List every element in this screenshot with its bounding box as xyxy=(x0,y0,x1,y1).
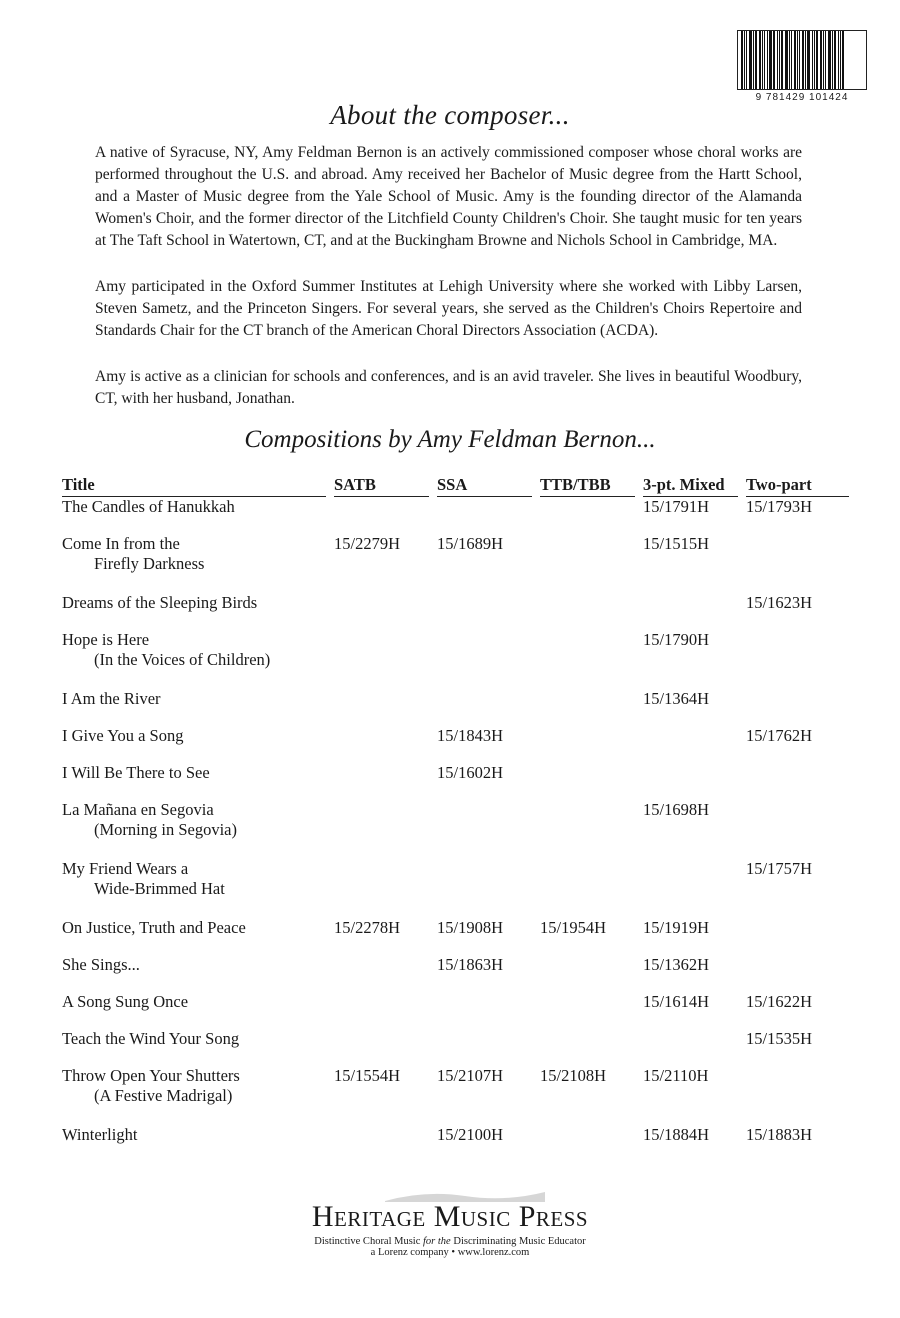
table-row xyxy=(62,918,849,955)
catalog-number-two: 15/1757H xyxy=(746,859,812,878)
catalog-number-ssa: 15/1863H xyxy=(437,955,503,974)
barcode-bar xyxy=(785,31,788,89)
table-header-row xyxy=(62,475,849,497)
work-title: Come In from the xyxy=(62,534,180,553)
work-title: I Give You a Song xyxy=(62,726,184,745)
barcode-bar xyxy=(832,31,833,89)
barcode-bar xyxy=(741,31,743,89)
work-subtitle: (A Festive Madrigal) xyxy=(94,1086,233,1105)
table-row xyxy=(62,497,849,534)
catalog-number-satb xyxy=(334,593,437,630)
publisher-footer xyxy=(0,1200,900,1258)
catalog-number-mixed xyxy=(643,859,746,918)
catalog-number-ttb: 15/2108H xyxy=(540,1066,606,1085)
catalog-number-ttb xyxy=(540,1125,643,1162)
catalog-number-mixed: 15/1919H xyxy=(643,918,709,937)
work-title: I Will Be There to See xyxy=(62,763,210,782)
catalog-number-two xyxy=(746,800,849,859)
catalog-number-ssa xyxy=(437,992,540,1029)
catalog-number-two: 15/1883H xyxy=(746,1125,812,1144)
barcode-bar xyxy=(769,31,772,89)
bio-paragraph-2: Amy participated in the Oxford Summer Institutes at Lehigh University where she worked with Libby Larsen, Steven Sametz, and the Princeton Singers. For several years, she served as the Children's Choirs Repertoire and Standards Chair for the CT branch of the American Choral Directors Association (ACDA). xyxy=(95,278,802,339)
col-header-ssa: SSA xyxy=(437,475,532,497)
catalog-number-ssa xyxy=(437,800,540,859)
barcode-bar xyxy=(779,31,780,89)
catalog-number-two xyxy=(746,1066,849,1125)
catalog-number-mixed: 15/1884H xyxy=(643,1125,709,1144)
bio-paragraph-1: A native of Syracuse, NY, Amy Feldman Bernon is an actively commissioned composer whose choral works are performed throughout the U.S. and abroad. Amy received her Bachelor of Music degree from the Hartt School, and a Master of Music degree from the Yale School of Music. Amy is the founding director of the Alamanda Women's Choir, and the former director of the Litchfield County Children's Choir. She taught music for ten years at The Taft School in Watertown, CT, and at the Buckingham Browne and Nichols School in Cambridge, MA. xyxy=(95,144,802,249)
barcode-bar xyxy=(781,31,783,89)
table-row xyxy=(62,859,849,918)
catalog-number-ssa: 15/2107H xyxy=(437,1066,503,1085)
catalog-number-ttb xyxy=(540,630,643,689)
barcode-bar xyxy=(746,31,747,89)
barcode-bar xyxy=(828,31,831,89)
barcode-bar xyxy=(749,31,752,89)
work-subtitle: Firefly Darkness xyxy=(94,554,205,573)
catalog-number-ttb xyxy=(540,859,643,918)
compositions-table xyxy=(62,475,849,1162)
table-row xyxy=(62,992,849,1029)
barcode-bar xyxy=(807,31,810,89)
barcode-bars xyxy=(737,30,867,90)
work-title: On Justice, Truth and Peace xyxy=(62,918,246,937)
catalog-number-ssa: 15/2100H xyxy=(437,1125,503,1144)
catalog-number-mixed: 15/2110H xyxy=(643,1066,709,1085)
work-title: A Song Sung Once xyxy=(62,992,189,1011)
work-title: The Candles of Hanukkah xyxy=(62,497,235,516)
work-title: Winterlight xyxy=(62,1125,138,1144)
barcode-number: 9 781429 101424 xyxy=(755,92,849,103)
catalog-number-mixed: 15/1362H xyxy=(643,955,709,974)
catalog-number-two: 15/1793H xyxy=(746,497,812,516)
catalog-number-ttb xyxy=(540,726,643,763)
barcode-bar xyxy=(799,31,800,89)
catalog-number-two xyxy=(746,763,849,800)
barcode-bar xyxy=(802,31,804,89)
table-row xyxy=(62,763,849,800)
barcode xyxy=(737,30,867,103)
catalog-number-ttb xyxy=(540,497,643,534)
barcode-bar xyxy=(777,31,778,89)
catalog-number-ssa xyxy=(437,497,540,534)
barcode-bar xyxy=(823,31,824,89)
barcode-bar xyxy=(773,31,775,89)
catalog-number-satb xyxy=(334,497,437,534)
barcode-bar xyxy=(842,31,844,89)
catalog-number-satb xyxy=(334,955,437,992)
barcode-bar xyxy=(805,31,806,89)
barcode-bar xyxy=(825,31,826,89)
catalog-number-ttb xyxy=(540,534,643,593)
catalog-number-two xyxy=(746,534,849,593)
work-subtitle: Wide-Brimmed Hat xyxy=(94,879,225,898)
catalog-number-ttb xyxy=(540,992,643,1029)
catalog-number-two: 15/1762H xyxy=(746,726,812,745)
barcode-bar xyxy=(791,31,792,89)
catalog-number-ssa xyxy=(437,630,540,689)
catalog-number-mixed xyxy=(643,726,746,763)
work-title: She Sings... xyxy=(62,955,140,974)
catalog-number-ttb xyxy=(540,763,643,800)
catalog-number-satb xyxy=(334,859,437,918)
work-title: La Mañana en Segovia xyxy=(62,800,214,819)
barcode-bar xyxy=(789,31,790,89)
barcode-bar xyxy=(767,31,768,89)
catalog-number-two: 15/1535H xyxy=(746,1029,812,1048)
barcode-bar xyxy=(764,31,765,89)
work-title: Throw Open Your Shutters xyxy=(62,1066,240,1085)
col-header-mixed: 3-pt. Mixed xyxy=(643,475,738,497)
table-row xyxy=(62,800,849,859)
col-header-title: Title xyxy=(62,475,326,497)
barcode-bar xyxy=(759,31,761,89)
table-row xyxy=(62,1029,849,1066)
work-subtitle: (Morning in Segovia) xyxy=(94,820,237,839)
catalog-number-mixed: 15/1790H xyxy=(643,630,709,649)
barcode-bar xyxy=(814,31,815,89)
barcode-bar xyxy=(762,31,763,89)
catalog-number-mixed xyxy=(643,1029,746,1066)
about-heading: About the composer... xyxy=(330,100,570,130)
col-header-ttb: TTB/TBB xyxy=(540,475,635,497)
work-title: Hope is Here xyxy=(62,630,150,649)
table-row xyxy=(62,955,849,992)
catalog-number-ssa: 15/1689H xyxy=(437,534,503,553)
col-header-two-part: Two-part xyxy=(746,475,849,497)
publisher-logo: Heritage Music Press xyxy=(311,1200,589,1233)
catalog-number-mixed: 15/1364H xyxy=(643,689,709,708)
catalog-number-satb xyxy=(334,992,437,1029)
catalog-number-mixed: 15/1791H xyxy=(643,497,709,516)
barcode-bar xyxy=(816,31,818,89)
work-title: My Friend Wears a xyxy=(62,859,189,878)
catalog-number-two xyxy=(746,630,849,689)
work-title: I Am the River xyxy=(62,689,161,708)
barcode-bar xyxy=(840,31,841,89)
catalog-number-mixed: 15/1614H xyxy=(643,992,709,1011)
catalog-number-two: 15/1623H xyxy=(746,593,812,612)
table-row xyxy=(62,534,849,593)
barcode-bar xyxy=(794,31,796,89)
table-row xyxy=(62,630,849,689)
barcode-bar xyxy=(755,31,757,89)
catalog-number-satb xyxy=(334,689,437,726)
catalog-number-ttb xyxy=(540,1029,643,1066)
catalog-number-ttb xyxy=(540,800,643,859)
catalog-number-satb xyxy=(334,763,437,800)
catalog-number-two xyxy=(746,955,849,992)
col-header-satb: SATB xyxy=(334,475,429,497)
catalog-number-satb xyxy=(334,1125,437,1162)
table-row xyxy=(62,726,849,763)
work-subtitle: (In the Voices of Children) xyxy=(94,650,271,669)
work-title: Dreams of the Sleeping Birds xyxy=(62,593,258,612)
work-title: Teach the Wind Your Song xyxy=(62,1029,240,1048)
catalog-number-ssa xyxy=(437,689,540,726)
barcode-bar xyxy=(812,31,813,89)
catalog-number-mixed xyxy=(643,763,746,800)
compositions-heading: Compositions by Amy Feldman Bernon... xyxy=(244,426,656,453)
catalog-number-ssa xyxy=(437,1029,540,1066)
catalog-number-ttb xyxy=(540,955,643,992)
catalog-number-satb: 15/2278H xyxy=(334,918,400,937)
publisher-tagline: Distinctive Choral Music for the Discriminating Music Educator xyxy=(314,1236,586,1247)
catalog-number-two xyxy=(746,918,849,955)
publisher-company: a Lorenz company • www.lorenz.com xyxy=(370,1247,530,1258)
barcode-bar xyxy=(834,31,836,89)
catalog-number-satb xyxy=(334,800,437,859)
barcode-bar xyxy=(753,31,754,89)
barcode-bar xyxy=(744,31,745,89)
catalog-number-mixed: 15/1515H xyxy=(643,534,709,553)
catalog-number-ttb xyxy=(540,689,643,726)
catalog-number-satb: 15/1554H xyxy=(334,1066,400,1085)
catalog-number-ttb xyxy=(540,593,643,630)
catalog-number-mixed xyxy=(643,593,746,630)
table-row xyxy=(62,689,849,726)
catalog-number-two: 15/1622H xyxy=(746,992,812,1011)
catalog-number-ssa xyxy=(437,859,540,918)
barcode-bar xyxy=(820,31,822,89)
table-row xyxy=(62,593,849,630)
catalog-number-ssa xyxy=(437,593,540,630)
barcode-bar xyxy=(838,31,839,89)
catalog-number-mixed: 15/1698H xyxy=(643,800,709,819)
catalog-number-two xyxy=(746,689,849,726)
barcode-bar xyxy=(797,31,798,89)
catalog-number-satb xyxy=(334,1029,437,1066)
bio-paragraph-3: Amy is active as a clinician for schools and conferences, and is an avid traveler. She lives in beautiful Woodbury, CT, with her husband, Jonathan. xyxy=(95,368,802,407)
catalog-number-ssa: 15/1602H xyxy=(437,763,503,782)
catalog-number-ttb: 15/1954H xyxy=(540,918,606,937)
catalog-number-satb xyxy=(334,630,437,689)
catalog-number-satb: 15/2279H xyxy=(334,534,400,553)
table-row xyxy=(62,1066,849,1125)
catalog-number-ssa: 15/1843H xyxy=(437,726,503,745)
catalog-number-satb xyxy=(334,726,437,763)
catalog-number-ssa: 15/1908H xyxy=(437,918,503,937)
table-row xyxy=(62,1125,849,1162)
